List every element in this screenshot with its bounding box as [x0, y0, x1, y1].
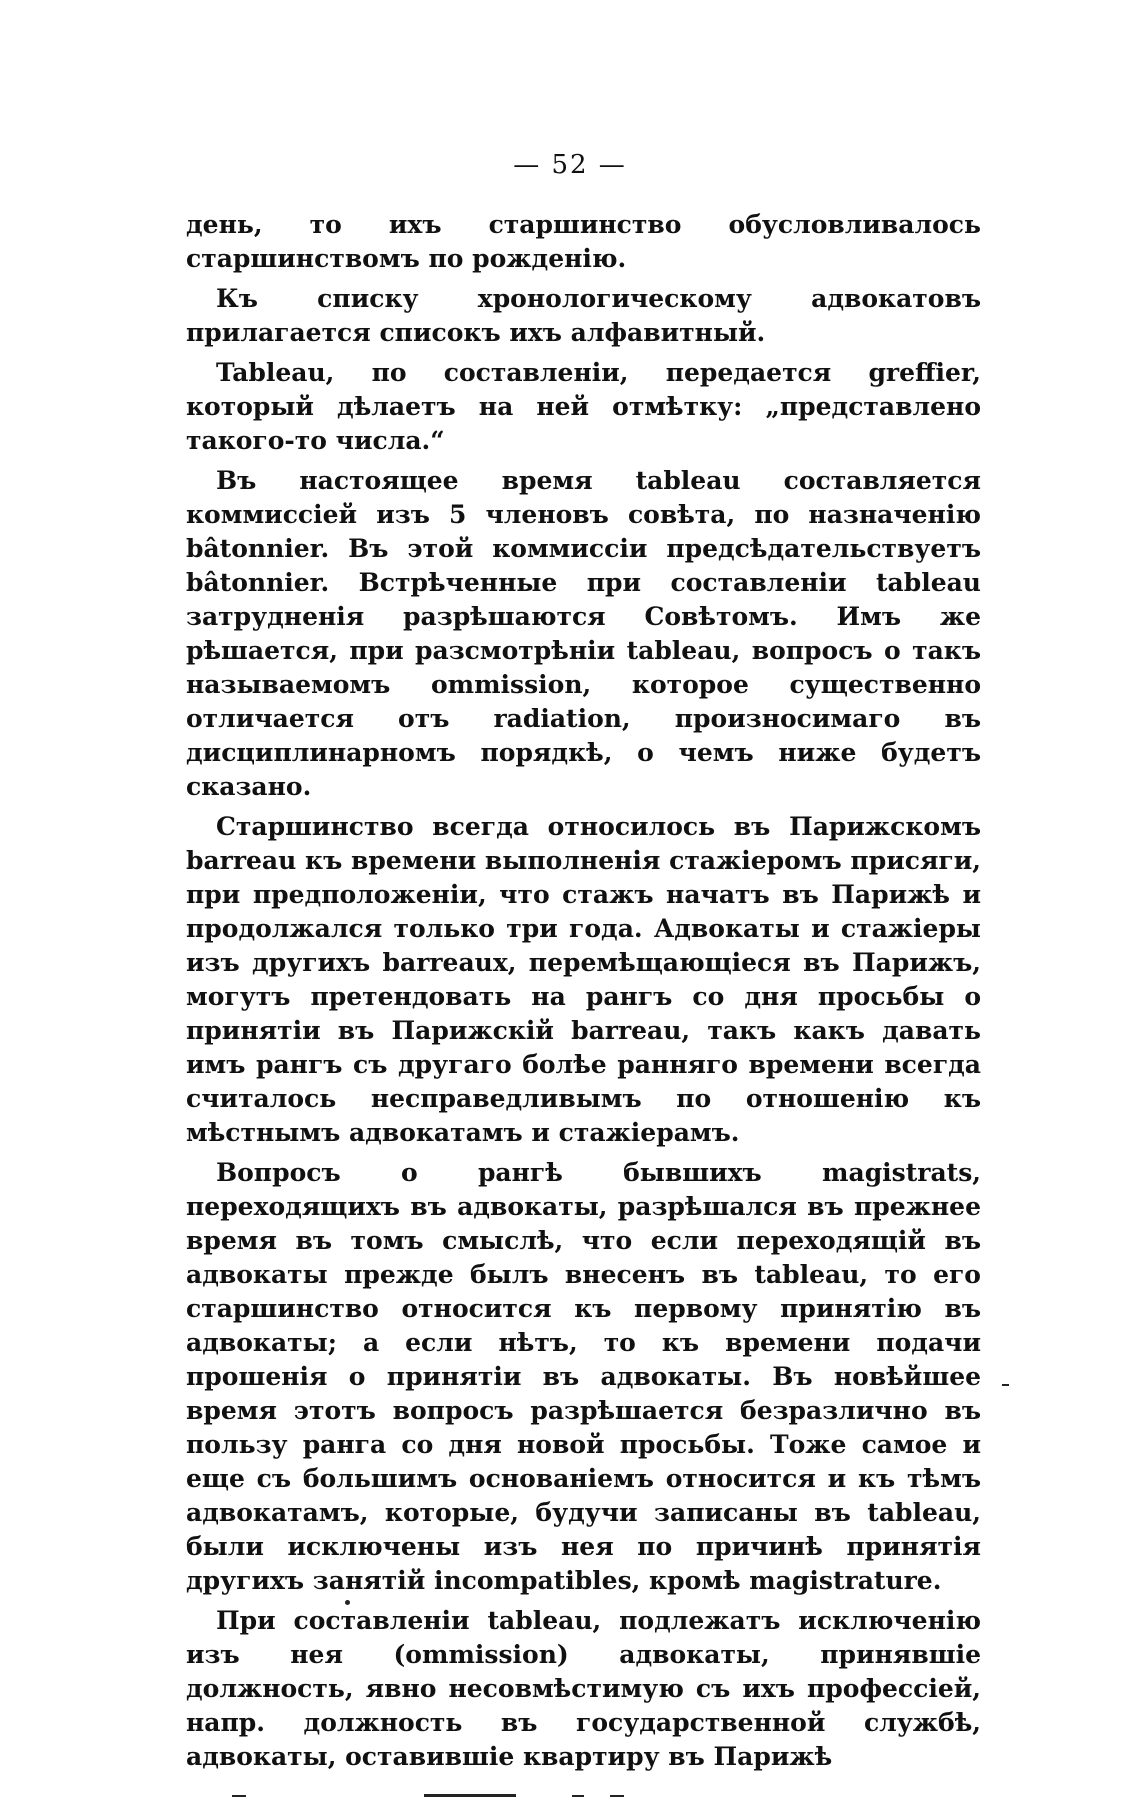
paragraph-2: Къ списку хронологическому адвокатовъ прилагается списокъ ихъ алфавитный.: [186, 284, 981, 347]
scan-rule: [424, 1794, 516, 1797]
body-text: [186, 208, 981, 1780]
paragraph-4: Въ настоящее время tableau составляется коммиссіей изъ 5 членовъ совѣта, по назначенію bâtonnier. Въ этой коммиссіи предсѣдательствуетъ bâtonnier. Встрѣченные при составленіи tableau затрудненія разрѣшаются Совѣтомъ. Имъ же рѣшается, при разсмотрѣніи tableau, вопросъ о такъ называемомъ ommission, которое существенно отличается отъ radiation, произносимаго въ дисциплинарномъ порядкѣ, о чемъ ниже будетъ сказано.: [186, 466, 981, 801]
page-number: — 52 —: [513, 150, 627, 180]
paragraph-1: день, то ихъ старшинство обусловливалось старшинствомъ по рожденію.: [186, 210, 981, 273]
paragraph-6: Вопросъ о рангѣ бывшихъ magistrats, переходящихъ въ адвокаты, разрѣшался въ прежнее время въ томъ смыслѣ, что если переходящій въ адвокаты прежде былъ внесенъ въ tableau, то его старшинство относится къ первому принятію въ адвокаты; а если нѣтъ, то къ времени подачи прошенія о принятіи въ адвокаты. Въ новѣйшее время этотъ вопросъ разрѣшается безразлично въ пользу ранга со дня новой просьбы. Тоже самое и еще съ большимъ основаніемъ относится и къ тѣмъ адвокатамъ, которые, будучи записаны въ tableau, были исключены изъ нея по причинѣ принятія другихъ занятій incompatibles, кромѣ magistrature.: [186, 1158, 981, 1595]
scan-dash: [572, 1795, 584, 1797]
paragraph-3: Tableau, по составленіи, передается greffier, который дѣлаетъ на ней отмѣтку: „представлено такого-то числа.“: [186, 358, 981, 455]
paragraph-5: Старшинство всегда относилось въ Парижскомъ barreau къ времени выполненія стажіеромъ присяги, при предположеніи, что стажъ начатъ въ Парижѣ и продолжался только три года. Адвокаты и стажіеры изъ другихъ barreaux, перемѣщающіеся въ Парижъ, могутъ претендовать на рангъ со дня просьбы о принятіи въ Парижскій barreau, такъ какъ давать имъ рангъ съ другаго болѣе ранняго времени всегда считалось несправедливымъ по отношенію къ мѣстнымъ адвокатамъ и стажіерамъ.: [186, 812, 981, 1147]
scan-dash: [610, 1795, 624, 1797]
scan-dash: [232, 1795, 246, 1797]
scan-dash: [1002, 1384, 1009, 1386]
scan-dot: [345, 1600, 350, 1605]
paragraph-7: При составленіи tableau, подлежатъ исключенію изъ нея (ommission) адвокаты, принявшіе должность, явно несовмѣстимую съ ихъ профессіей, напр. должность въ государственной службѣ, адвокаты, оставившіе квартиру въ Парижѣ: [186, 1606, 981, 1771]
